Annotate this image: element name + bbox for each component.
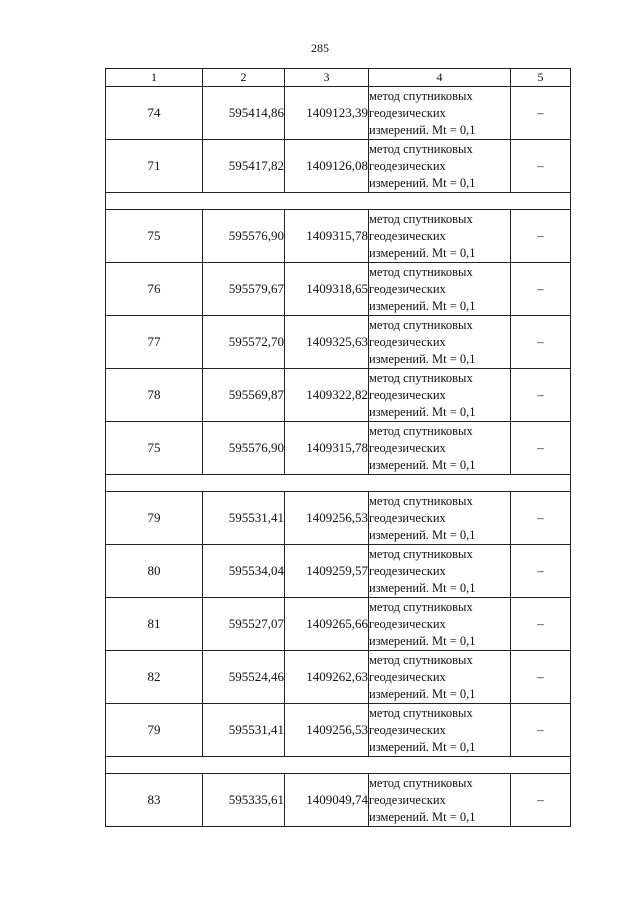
- note-cell: –: [511, 369, 571, 422]
- y-coordinate-cell: 1409322,82: [285, 369, 369, 422]
- x-coordinate-cell: 595576,90: [203, 422, 285, 475]
- method-line: метод спутниковых: [369, 599, 473, 614]
- y-coordinate-cell: 1409315,78: [285, 210, 369, 263]
- method-line: геодезических: [369, 722, 446, 737]
- table-row: [106, 651, 571, 704]
- x-coordinate-cell: 595569,87: [203, 369, 285, 422]
- table-row: [106, 598, 571, 651]
- table-row: [106, 422, 571, 475]
- method-cell: [369, 87, 511, 140]
- header-cell-5: 5: [511, 69, 571, 87]
- note-cell: –: [511, 704, 571, 757]
- table-row: [106, 545, 571, 598]
- note-cell: –: [511, 774, 571, 827]
- method-cell: [369, 598, 511, 651]
- x-coordinate-cell: 595524,46: [203, 651, 285, 704]
- table-row: [106, 210, 571, 263]
- header-cell-1: 1: [106, 69, 203, 87]
- point-number-cell: 76: [106, 263, 203, 316]
- x-coordinate-cell: 595531,41: [203, 492, 285, 545]
- x-coordinate-cell: 595534,04: [203, 545, 285, 598]
- method-line: измерений. Mt = 0,1: [369, 245, 476, 260]
- method-cell: [369, 774, 511, 827]
- header-cell-3: 3: [285, 69, 369, 87]
- table-body: [106, 87, 571, 827]
- method-line: измерений. Mt = 0,1: [369, 175, 476, 190]
- point-number-cell: 78: [106, 369, 203, 422]
- method-line: геодезических: [369, 510, 446, 525]
- y-coordinate-cell: 1409256,53: [285, 492, 369, 545]
- table-row: [106, 492, 571, 545]
- method-line: геодезических: [369, 792, 446, 807]
- method-line: измерений. Mt = 0,1: [369, 457, 476, 472]
- x-coordinate-cell: 595335,61: [203, 774, 285, 827]
- method-line: метод спутниковых: [369, 211, 473, 226]
- note-cell: –: [511, 422, 571, 475]
- method-line: метод спутниковых: [369, 423, 473, 438]
- method-cell: [369, 369, 511, 422]
- y-coordinate-cell: 1409256,53: [285, 704, 369, 757]
- method-line: измерений. Mt = 0,1: [369, 633, 476, 648]
- method-line: измерений. Mt = 0,1: [369, 122, 476, 137]
- header-row: [106, 69, 571, 87]
- point-number-cell: 79: [106, 704, 203, 757]
- table-row: [106, 704, 571, 757]
- y-coordinate-cell: 1409265,66: [285, 598, 369, 651]
- separator-cell: [106, 193, 571, 210]
- y-coordinate-cell: 1409262,63: [285, 651, 369, 704]
- method-line: геодезических: [369, 158, 446, 173]
- method-line: метод спутниковых: [369, 370, 473, 385]
- x-coordinate-cell: 595531,41: [203, 704, 285, 757]
- point-number-cell: 80: [106, 545, 203, 598]
- note-cell: –: [511, 545, 571, 598]
- point-number-cell: 71: [106, 140, 203, 193]
- method-cell: [369, 651, 511, 704]
- method-line: измерений. Mt = 0,1: [369, 739, 476, 754]
- note-cell: –: [511, 210, 571, 263]
- point-number-cell: 79: [106, 492, 203, 545]
- point-number-cell: 75: [106, 210, 203, 263]
- x-coordinate-cell: 595579,67: [203, 263, 285, 316]
- method-line: измерений. Mt = 0,1: [369, 527, 476, 542]
- x-coordinate-cell: 595417,82: [203, 140, 285, 193]
- note-cell: –: [511, 140, 571, 193]
- table-row: [106, 369, 571, 422]
- point-number-cell: 77: [106, 316, 203, 369]
- method-line: геодезических: [369, 616, 446, 631]
- y-coordinate-cell: 1409123,39: [285, 87, 369, 140]
- method-line: метод спутниковых: [369, 264, 473, 279]
- y-coordinate-cell: 1409315,78: [285, 422, 369, 475]
- table-row: [106, 774, 571, 827]
- x-coordinate-cell: 595527,07: [203, 598, 285, 651]
- method-line: метод спутниковых: [369, 88, 473, 103]
- method-cell: [369, 704, 511, 757]
- page-number: 285: [311, 41, 329, 55]
- method-line: геодезических: [369, 563, 446, 578]
- point-number-cell: 81: [106, 598, 203, 651]
- method-line: метод спутниковых: [369, 705, 473, 720]
- method-cell: [369, 316, 511, 369]
- point-number-cell: 75: [106, 422, 203, 475]
- method-line: метод спутниковых: [369, 652, 473, 667]
- point-number-cell: 82: [106, 651, 203, 704]
- point-number-cell: 83: [106, 774, 203, 827]
- y-coordinate-cell: 1409325,63: [285, 316, 369, 369]
- method-line: измерений. Mt = 0,1: [369, 351, 476, 366]
- separator-cell: [106, 757, 571, 774]
- method-line: метод спутниковых: [369, 317, 473, 332]
- method-cell: [369, 263, 511, 316]
- note-cell: –: [511, 651, 571, 704]
- method-cell: [369, 492, 511, 545]
- method-line: измерений. Mt = 0,1: [369, 809, 476, 824]
- table-row: [106, 87, 571, 140]
- method-line: метод спутниковых: [369, 493, 473, 508]
- method-line: геодезических: [369, 440, 446, 455]
- x-coordinate-cell: 595572,70: [203, 316, 285, 369]
- method-cell: [369, 140, 511, 193]
- point-number-cell: 74: [106, 87, 203, 140]
- separator-row: [106, 193, 571, 210]
- method-line: метод спутниковых: [369, 141, 473, 156]
- note-cell: –: [511, 492, 571, 545]
- header-cell-4: 4: [369, 69, 511, 87]
- x-coordinate-cell: 595414,86: [203, 87, 285, 140]
- x-coordinate-cell: 595576,90: [203, 210, 285, 263]
- method-cell: [369, 545, 511, 598]
- separator-row: [106, 757, 571, 774]
- y-coordinate-cell: 1409259,57: [285, 545, 369, 598]
- note-cell: –: [511, 263, 571, 316]
- method-line: геодезических: [369, 334, 446, 349]
- note-cell: –: [511, 316, 571, 369]
- method-line: измерений. Mt = 0,1: [369, 686, 476, 701]
- y-coordinate-cell: 1409049,74: [285, 774, 369, 827]
- method-line: геодезических: [369, 669, 446, 684]
- method-cell: [369, 422, 511, 475]
- y-coordinate-cell: 1409318,65: [285, 263, 369, 316]
- method-line: геодезических: [369, 105, 446, 120]
- note-cell: –: [511, 598, 571, 651]
- header-cell-2: 2: [203, 69, 285, 87]
- method-cell: [369, 210, 511, 263]
- method-line: метод спутниковых: [369, 775, 473, 790]
- table-row: [106, 316, 571, 369]
- separator-cell: [106, 475, 571, 492]
- y-coordinate-cell: 1409126,08: [285, 140, 369, 193]
- table-row: [106, 263, 571, 316]
- coordinates-table: [105, 68, 571, 827]
- method-line: измерений. Mt = 0,1: [369, 298, 476, 313]
- method-line: измерений. Mt = 0,1: [369, 580, 476, 595]
- method-line: геодезических: [369, 387, 446, 402]
- table-row: [106, 140, 571, 193]
- note-cell: –: [511, 87, 571, 140]
- method-line: геодезических: [369, 228, 446, 243]
- method-line: метод спутниковых: [369, 546, 473, 561]
- method-line: геодезических: [369, 281, 446, 296]
- separator-row: [106, 475, 571, 492]
- method-line: измерений. Mt = 0,1: [369, 404, 476, 419]
